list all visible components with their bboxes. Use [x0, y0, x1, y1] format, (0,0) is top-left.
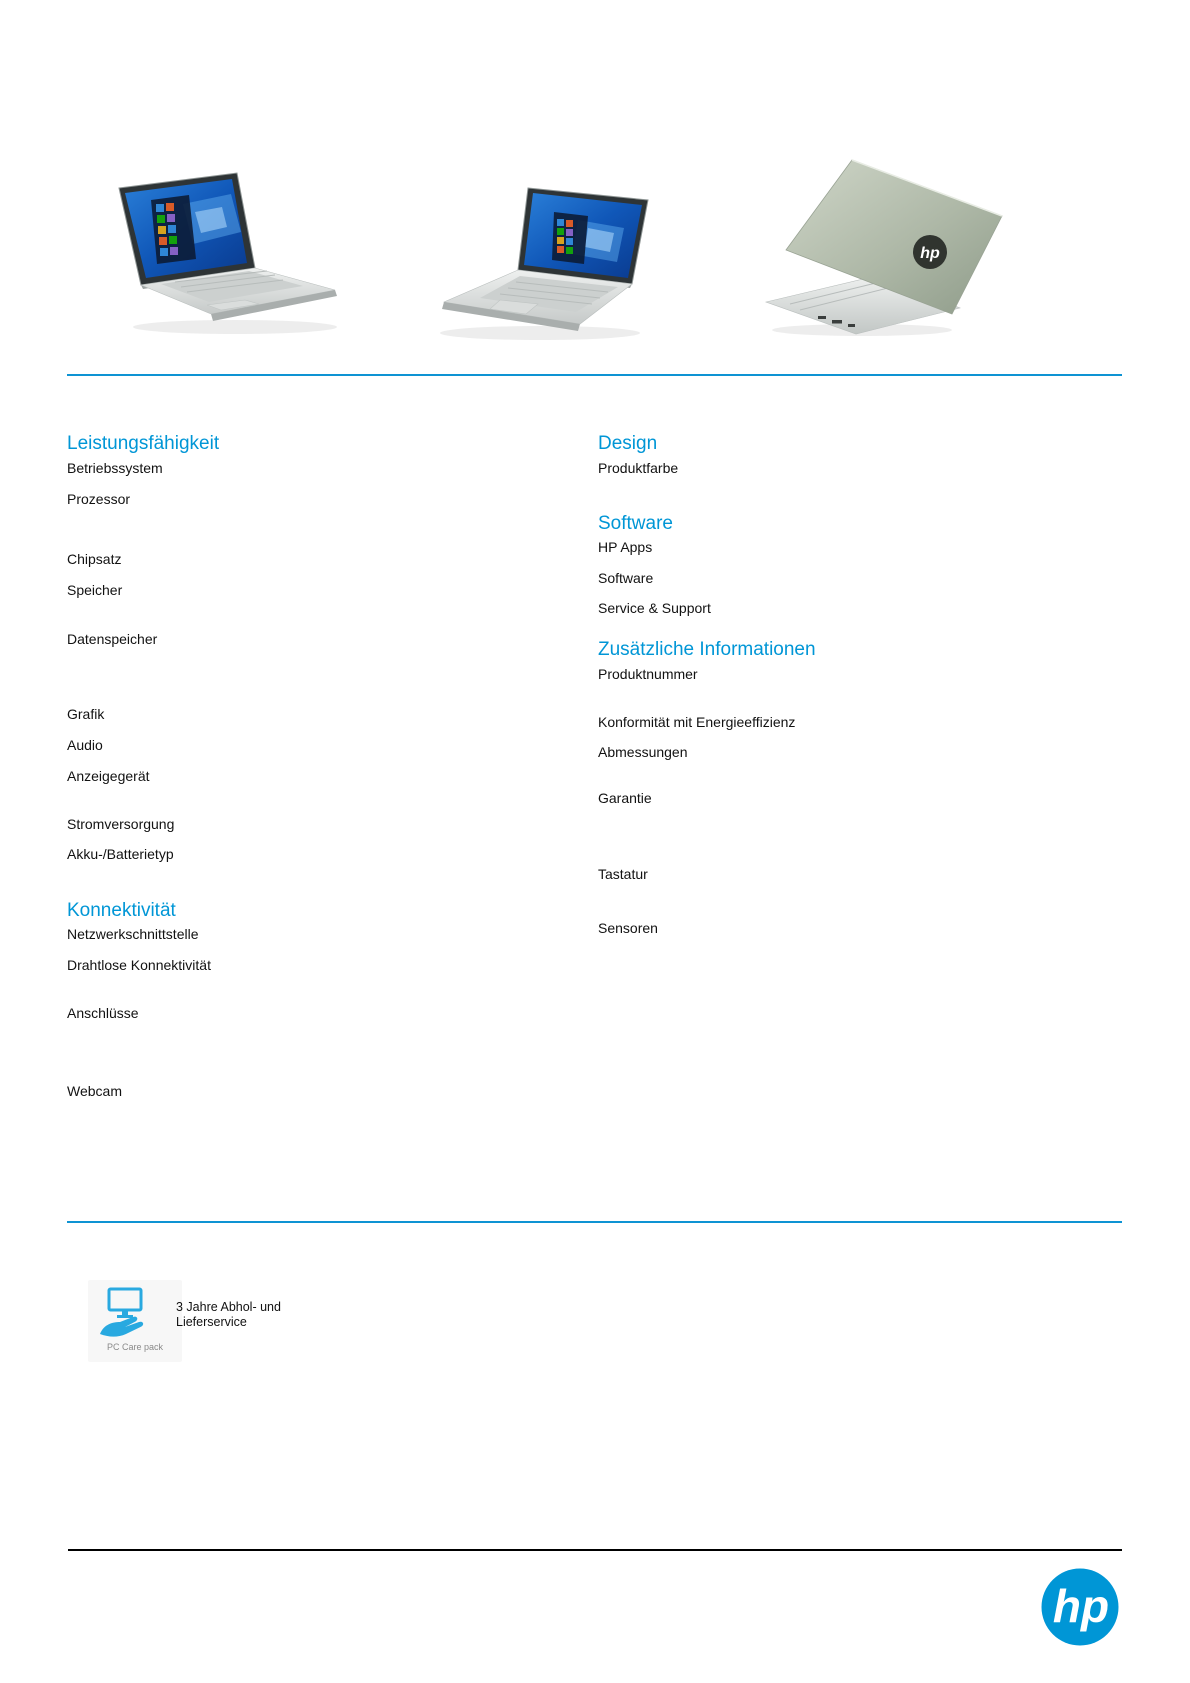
- spec-label-tastatur: Tastatur: [598, 866, 648, 882]
- section-heading-design: Design: [598, 433, 658, 454]
- care-pack-line1: 3 Jahre Abhol- und: [176, 1300, 281, 1314]
- spec-label-grafik: Grafik: [67, 706, 105, 722]
- care-pack-caption: PC Care pack: [106, 1342, 164, 1352]
- spec-label-drahtlose-konnektivitaet: Drahtlose Konnektivität: [67, 957, 211, 973]
- monitor-in-hand-icon: [96, 1286, 152, 1342]
- middle-divider-rule: [67, 1221, 1122, 1223]
- care-pack-line2: Lieferservice: [176, 1314, 247, 1329]
- spec-label-produktnummer: Produktnummer: [598, 666, 698, 682]
- spec-label-stromversorgung: Stromversorgung: [67, 816, 175, 832]
- section-heading-software: Software: [598, 513, 673, 534]
- spec-label-garantie: Garantie: [598, 790, 652, 806]
- svg-text:hp: hp: [920, 245, 940, 262]
- spec-label-webcam: Webcam: [67, 1083, 122, 1099]
- section-heading-zusaetzliche-informationen: Zusätzliche Informationen: [598, 639, 816, 660]
- spec-label-service-support: Service & Support: [598, 600, 711, 616]
- spec-label-netzwerkschnittstelle: Netzwerkschnittstelle: [67, 926, 199, 942]
- spec-label-sensoren: Sensoren: [598, 920, 658, 936]
- laptop-rear-image: [760, 158, 1012, 338]
- care-pack-description: [176, 1300, 281, 1329]
- hp-logo-text: hp: [1052, 1580, 1110, 1632]
- spec-label-akku-batterietyp: Akku-/Batterietyp: [67, 846, 174, 862]
- spec-label-datenspeicher: Datenspeicher: [67, 631, 158, 647]
- laptop-front-right-image: [428, 172, 676, 344]
- spec-label-abmessungen: Abmessungen: [598, 744, 688, 760]
- spec-label-software: Software: [598, 570, 654, 586]
- hp-logo: [1040, 1566, 1120, 1648]
- footer-divider-rule: [68, 1549, 1122, 1551]
- top-divider-rule: [67, 374, 1122, 376]
- care-pack-tile: [88, 1280, 182, 1362]
- spec-label-prozessor: Prozessor: [67, 491, 131, 507]
- spec-label-betriebssystem: Betriebssystem: [67, 460, 163, 476]
- spec-label-chipsatz: Chipsatz: [67, 551, 122, 567]
- section-heading-konnektivitaet: Konnektivität: [67, 900, 176, 921]
- spec-label-konformitaet-energieeffizienz: Konformität mit Energieeffizienz: [598, 714, 796, 730]
- spec-label-audio: Audio: [67, 737, 103, 753]
- spec-label-speicher: Speicher: [67, 582, 123, 598]
- section-heading-leistungsfaehigkeit: Leistungsfähigkeit: [67, 433, 220, 454]
- spec-label-anzeigegeraet: Anzeigegerät: [67, 768, 150, 784]
- spec-label-anschluesse: Anschlüsse: [67, 1005, 139, 1021]
- laptop-front-left-image: [95, 168, 353, 338]
- spec-label-produktfarbe: Produktfarbe: [598, 460, 679, 476]
- spec-label-hp-apps: HP Apps: [598, 539, 653, 555]
